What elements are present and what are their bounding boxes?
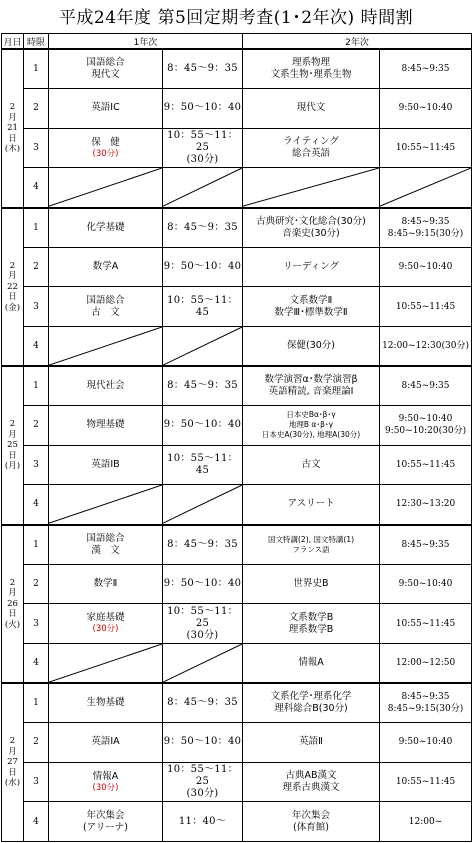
subject-name: 日本史Bα･β･γ (286, 410, 336, 420)
blank-slash-mark (380, 168, 471, 206)
period-number: 2 (24, 89, 49, 129)
year2-subject-cell (243, 287, 380, 327)
year1-subject-cell (49, 564, 163, 604)
exam-time: 10:55~11:45 (395, 143, 456, 154)
subject-name: 家庭基礎 (86, 612, 125, 624)
subject-name: 国語総合 (86, 532, 125, 544)
year2-subject-cell (243, 366, 380, 406)
year2-subject-cell (243, 247, 380, 287)
subject-name: 国文特講(2), 国文特講(1) (268, 534, 355, 544)
period-row (2, 366, 472, 406)
exam-time: 8:45~9:35 (401, 692, 450, 703)
year2-time-empty (380, 168, 472, 208)
year2-subject-cell (243, 762, 380, 802)
exam-time: 10:55~11:45 (395, 618, 456, 629)
subject-name: 数学Ⅱ (93, 577, 118, 589)
exam-time: 11：40～ (178, 815, 227, 827)
date-char: (木) (4, 144, 21, 154)
year1-subject-cell (49, 366, 163, 406)
subject-name: 文系数学B (288, 611, 334, 623)
period-number: 2 (24, 723, 49, 763)
exam-time: 10：55～11：25 (167, 605, 238, 629)
subject-name: 年次集会 (86, 809, 125, 821)
subject-name: 日本史A(30分), 地理A(30分) (261, 430, 361, 440)
year1-subject-cell (49, 406, 163, 446)
subject-name: 数学演習α･数学演習β (264, 374, 358, 386)
year1-column-header: 1年次 (49, 34, 243, 50)
exam-time: 9:50~10:40 (398, 737, 453, 748)
year1-time-cell (163, 683, 243, 723)
subject-name: 情報A (92, 770, 119, 782)
subject-name: 現代文 (91, 69, 120, 81)
exam-date (2, 49, 24, 208)
subject-name: 物理基礎 (86, 419, 125, 431)
year2-subject-cell (243, 326, 380, 366)
year2-subject-cell (243, 723, 380, 763)
exam-date (2, 208, 24, 367)
subject-name: 理系物理 (292, 57, 331, 69)
year2-time-cell (380, 208, 472, 248)
subject-name: 理科総合B(30分) (274, 703, 348, 715)
year2-time-cell (380, 49, 472, 89)
year2-subject-cell (243, 604, 380, 644)
year1-time-cell (163, 247, 243, 287)
period-row (2, 485, 472, 525)
year1-subject-cell (49, 208, 163, 248)
blank-slash-mark (163, 644, 242, 682)
exam-time: 10：55～11：25 (167, 764, 238, 788)
subject-name: ライティング (283, 136, 339, 148)
period-number: 1 (24, 208, 49, 248)
exam-time: (30分) (186, 788, 219, 800)
period-number: 4 (24, 643, 49, 683)
period-row (2, 128, 472, 168)
blank-slash-mark (49, 485, 162, 523)
subject-name: フランス語 (292, 544, 330, 554)
exam-time: 9：50～10：40 (163, 260, 242, 272)
blank-slash-mark (163, 485, 242, 523)
date-char: (水) (4, 778, 21, 789)
year2-time-cell (380, 89, 472, 129)
subject-name: 古 文 (91, 306, 120, 318)
year1-subject-cell (49, 525, 163, 565)
year2-time-cell (380, 247, 472, 287)
year2-time-cell (380, 683, 472, 723)
year2-time-cell (380, 326, 472, 366)
exam-timetable (1, 33, 472, 842)
subject-name: 文系化学･理系化学 (270, 691, 352, 703)
subject-name: 地理B α･β･γ (288, 420, 334, 430)
date-char: 2 (9, 577, 16, 588)
period-row (2, 604, 472, 644)
subject-name: 現代文 (296, 102, 326, 114)
subject-name: 総合英語 (292, 148, 331, 160)
exam-time: 8：45～9：35 (167, 697, 238, 709)
subject-name: (体育館) (293, 821, 329, 833)
subject-name: 理系古典漢文 (282, 782, 340, 794)
year1-time-empty (163, 485, 243, 525)
year1-time-cell (163, 723, 243, 763)
year2-time-cell (380, 406, 472, 446)
period-number: 2 (24, 247, 49, 287)
subject-name: 生物基礎 (86, 697, 125, 709)
exam-time: 8:45~9:35 (401, 216, 450, 227)
year2-subject-cell (243, 445, 380, 485)
date-char: 22 (7, 281, 18, 292)
exam-time: 8：45～9：35 (167, 221, 238, 233)
year2-time-cell (380, 802, 472, 842)
subject-name: 国語総合 (86, 294, 125, 306)
date-char: 日 (8, 133, 17, 144)
year1-subject-cell (49, 802, 163, 842)
date-char: 月 (8, 429, 17, 440)
date-char: 日 (8, 609, 17, 619)
exam-time: (30分) (186, 629, 219, 641)
exam-date (2, 683, 24, 842)
year2-time-cell (380, 723, 472, 763)
exam-time: 12:00~ (408, 816, 443, 827)
period-column-header: 時限 (24, 34, 49, 50)
exam-time: 9：50～10：40 (163, 419, 242, 431)
period-number: 1 (24, 366, 49, 406)
exam-time: 8:45~9:35 (401, 64, 450, 75)
exam-time: 8：45～9：35 (167, 538, 238, 550)
exam-time: 9：50～10：40 (163, 577, 242, 589)
period-number: 4 (24, 802, 49, 842)
exam-time: 10：55～11：45 (167, 294, 238, 318)
exam-date (2, 366, 24, 525)
date-char: 21 (7, 123, 18, 133)
exam-time: 12:00~12:50 (395, 657, 456, 668)
period-row (2, 643, 472, 683)
exam-date (2, 525, 24, 684)
subject-name: 理系数学B (288, 623, 334, 635)
period-row (2, 49, 472, 89)
subject-name: 化学基礎 (86, 221, 125, 233)
blank-slash-mark (243, 168, 379, 206)
period-number: 2 (24, 406, 49, 446)
subject-name: 年次集会 (292, 809, 331, 821)
period-number: 1 (24, 525, 49, 565)
year1-time-cell (163, 49, 243, 89)
exam-time: 9:50~10:40 (398, 578, 453, 589)
period-number: 1 (24, 49, 49, 89)
exam-time: 9：50～10：40 (163, 736, 242, 748)
year1-time-cell (163, 366, 243, 406)
period-number: 3 (24, 445, 49, 485)
period-row (2, 683, 472, 723)
year1-time-cell (163, 762, 243, 802)
year2-time-cell (380, 643, 472, 683)
year2-time-cell (380, 366, 472, 406)
blank-slash-mark (163, 327, 242, 365)
period-row (2, 326, 472, 366)
period-number: 2 (24, 564, 49, 604)
exam-time: 8:45~9:15(30分) (387, 228, 464, 239)
period-row (2, 723, 472, 763)
subject-name: 英語精読, 音楽理論Ⅰ (268, 386, 354, 398)
header-row (2, 34, 472, 50)
year1-subject-empty (49, 485, 163, 525)
year2-time-cell (380, 445, 472, 485)
year2-time-cell (380, 287, 472, 327)
date-char: 月 (8, 271, 17, 281)
year1-time-empty (163, 168, 243, 208)
subject-name: (アリーナ) (82, 821, 129, 833)
period-number: 4 (24, 326, 49, 366)
year1-time-cell (163, 604, 243, 644)
year1-subject-cell (49, 49, 163, 89)
exam-time: 9:50~10:40 (398, 103, 453, 114)
exam-time: 10:55~11:45 (395, 777, 456, 788)
date-char: (火) (4, 619, 21, 630)
year2-subject-cell (243, 802, 380, 842)
exam-time: 10:55~11:45 (395, 460, 456, 471)
period-row (2, 168, 472, 208)
date-column-header: 月日 (2, 34, 24, 50)
exam-time: 9:50~10:20(30分) (384, 426, 467, 437)
exam-time: 8:45~9:35 (401, 381, 450, 392)
subject-name: 文系数学Ⅱ (289, 294, 333, 306)
subject-name: 英語ⅠC (91, 102, 120, 114)
subject-name: 英語Ⅱ (299, 736, 323, 748)
date-char: (金) (4, 302, 21, 313)
period-row (2, 762, 472, 802)
subject-name: 数学A (92, 260, 119, 272)
year1-subject-cell (49, 604, 163, 644)
year1-subject-cell (49, 762, 163, 802)
subject-name: 古文 (301, 459, 321, 471)
subject-name: 数学Ⅲ･標準数学Ⅱ (274, 306, 348, 318)
date-char: 2 (9, 260, 16, 271)
blank-slash-mark (49, 644, 162, 682)
year2-time-cell (380, 525, 472, 565)
subject-name: 現代社会 (86, 380, 125, 392)
year1-time-empty (163, 326, 243, 366)
date-char: (月) (4, 461, 21, 471)
date-char: 月 (8, 746, 17, 757)
year1-time-cell (163, 525, 243, 565)
year1-subject-empty (49, 643, 163, 683)
period-number: 3 (24, 287, 49, 327)
period-number: 3 (24, 604, 49, 644)
year2-subject-cell (243, 525, 380, 565)
subject-name: 国語総合 (86, 57, 125, 69)
exam-time: 8：45～9：35 (167, 380, 238, 392)
page-title: 平成24年度 第5回定期考査(1･2年次) 時間割 (58, 8, 414, 28)
subject-name: 古典AB漢文 (285, 770, 337, 782)
subject-name: 英語ⅠA (91, 736, 120, 748)
blank-slash-mark (49, 168, 162, 206)
subject-name: 漢 文 (91, 544, 120, 556)
exam-time: 9：50～10：40 (163, 102, 242, 114)
year1-time-cell (163, 208, 243, 248)
subject-name: アスリート (287, 498, 335, 510)
period-number: 3 (24, 128, 49, 168)
blank-slash-mark (163, 168, 242, 206)
subject-name: リーディング (282, 260, 340, 272)
year1-subject-cell (49, 683, 163, 723)
period-row (2, 525, 472, 565)
date-char: 2 (9, 736, 16, 747)
year2-subject-cell (243, 49, 380, 89)
duration-note: (30分) (92, 782, 119, 793)
period-row (2, 445, 472, 485)
exam-time: 8:45~9:15(30分) (387, 704, 464, 715)
subject-name: 古典研究･文化総合(30分) (256, 215, 366, 227)
date-char: 日 (8, 767, 17, 778)
year2-subject-cell (243, 89, 380, 129)
subject-name: 音楽史(30分) (282, 227, 340, 239)
year2-time-cell (380, 564, 472, 604)
subject-name: 保健(30分) (287, 339, 336, 351)
subject-name: 保 健 (91, 136, 120, 148)
date-char: 月 (8, 112, 17, 123)
year2-time-cell (380, 762, 472, 802)
year1-time-cell (163, 406, 243, 446)
year1-subject-cell (49, 89, 163, 129)
year2-subject-cell (243, 208, 380, 248)
blank-slash-mark (49, 327, 162, 365)
year2-subject-cell (243, 406, 380, 446)
period-row (2, 564, 472, 604)
year1-subject-cell (49, 445, 163, 485)
year1-time-cell (163, 564, 243, 604)
date-char: 26 (7, 598, 18, 609)
year1-time-empty (163, 643, 243, 683)
period-number: 4 (24, 485, 49, 525)
year1-subject-cell (49, 287, 163, 327)
year2-column-header: 2年次 (243, 34, 472, 50)
date-char: 25 (7, 440, 18, 450)
year2-subject-cell (243, 485, 380, 525)
date-char: 月 (8, 588, 17, 598)
exam-time: 10：55～11：45 (167, 453, 238, 477)
subject-name: 情報A (298, 656, 324, 668)
period-row (2, 287, 472, 327)
year2-subject-empty (243, 168, 380, 208)
year1-subject-empty (49, 168, 163, 208)
year2-time-cell (380, 485, 472, 525)
exam-time: 9:50~10:40 (398, 414, 453, 425)
period-row (2, 406, 472, 446)
exam-time: 9:50~10:40 (398, 261, 453, 272)
period-row (2, 247, 472, 287)
year2-time-cell (380, 604, 472, 644)
year2-time-cell (380, 128, 472, 168)
exam-time: 12:30~13:20 (395, 499, 456, 510)
duration-note: (30分) (92, 624, 119, 635)
year1-subject-empty (49, 326, 163, 366)
year1-subject-cell (49, 247, 163, 287)
subject-name: 世界史B (293, 577, 329, 589)
period-number: 1 (24, 683, 49, 723)
duration-note: (30分) (92, 148, 119, 159)
exam-time: 12:00~12:30(30分) (382, 340, 469, 351)
period-row (2, 802, 472, 842)
period-row (2, 208, 472, 248)
subject-name: 文系生物･理系生物 (270, 69, 352, 81)
date-char: 2 (9, 102, 16, 112)
exam-time: 10:55~11:45 (395, 301, 456, 312)
year1-time-cell (163, 128, 243, 168)
year1-time-cell (163, 802, 243, 842)
year1-time-cell (163, 445, 243, 485)
date-char: 日 (8, 292, 17, 302)
year1-subject-cell (49, 128, 163, 168)
exam-time: 8：45～9：35 (167, 63, 238, 75)
exam-time: (30分) (186, 154, 219, 166)
year2-subject-cell (243, 564, 380, 604)
subject-name: 英語ⅠB (91, 459, 120, 471)
year2-subject-cell (243, 128, 380, 168)
date-char: 日 (8, 450, 17, 461)
period-number: 4 (24, 168, 49, 208)
exam-time: 8:45~9:35 (401, 539, 450, 550)
year2-subject-cell (243, 643, 380, 683)
date-char: 27 (7, 757, 18, 768)
year2-subject-cell (243, 683, 380, 723)
period-row (2, 89, 472, 129)
year1-time-cell (163, 89, 243, 129)
date-char: 2 (9, 419, 16, 429)
year1-subject-cell (49, 723, 163, 763)
exam-time: 10：55～11：25 (167, 130, 238, 154)
year1-time-cell (163, 287, 243, 327)
period-number: 3 (24, 762, 49, 802)
